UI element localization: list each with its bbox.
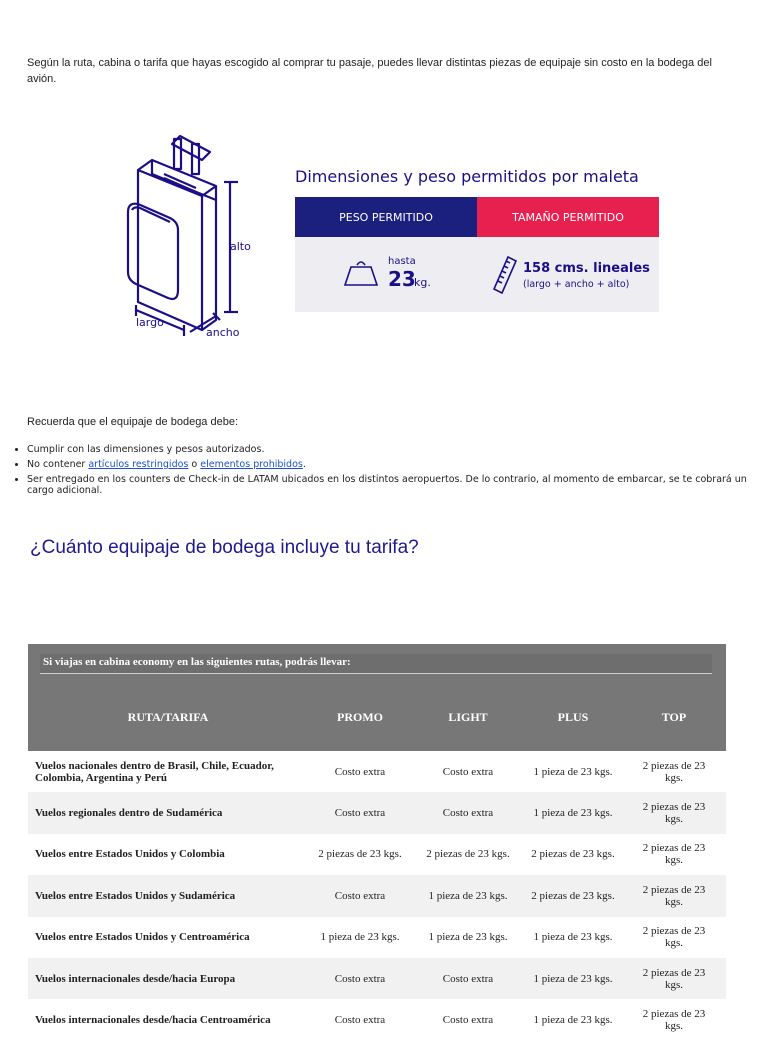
promo-cell: Costo extra: [334, 807, 386, 820]
intro-paragraph: Según la ruta, cabina o tarifa que hayas escogido al comprar tu pasaje, puedes llevar distintas piezas de equipaje sin costo en la bodega del avión.: [27, 57, 712, 85]
peso-header: PESO PERMITIDO: [295, 197, 477, 237]
col-header-promo: PROMO: [337, 710, 383, 724]
top-cell: 2 piezas de 23 kgs.: [642, 801, 706, 826]
table-row: [28, 751, 726, 792]
light-cell: Costo extra: [442, 972, 494, 985]
peso-value: 23: [388, 267, 416, 291]
section-title: ¿Cuánto equipaje de bodega incluye tu tarifa?: [30, 537, 419, 558]
top-cell: 2 piezas de 23 kgs.: [642, 966, 706, 991]
dimensions-title: Dimensiones y peso permitidos por maleta: [295, 167, 639, 186]
table-caption: Si viajas en cabina economy en las siguientes rutas, podrás llevar:: [40, 654, 712, 674]
col-header-top: TOP: [661, 710, 687, 724]
plus-cell: 1 pieza de 23 kgs.: [533, 931, 613, 944]
plus-cell: 2 piezas de 23 kgs.: [531, 848, 615, 861]
size-value: 158 cms. lineales: [523, 261, 650, 276]
table-row: [28, 875, 726, 916]
dimensions-table: [295, 197, 659, 312]
table-row: [28, 834, 726, 875]
promo-cell: 2 piezas de 23 kgs.: [318, 848, 402, 861]
weight-icon: [341, 257, 381, 287]
hasta-label: hasta: [388, 256, 416, 267]
route-cell: Vuelos nacionales dentro de Brasil, Chile, Ecuador, Colombia, Argentina y Perú: [35, 759, 274, 784]
suitcase-icon: [118, 130, 288, 345]
label-largo: largo: [136, 316, 164, 329]
baggage-table: [28, 644, 726, 1041]
plus-cell: 1 pieza de 23 kgs.: [533, 807, 613, 820]
light-cell: 2 piezas de 23 kgs.: [426, 848, 510, 861]
tamano-header: TAMAÑO PERMITIDO: [477, 197, 659, 237]
promo-cell: Costo extra: [334, 1014, 386, 1027]
size-detail: (largo + ancho + alto): [523, 279, 630, 290]
table-header: [28, 644, 726, 751]
top-cell: 2 piezas de 23 kgs.: [642, 883, 706, 908]
ruler-icon: [491, 255, 519, 295]
list-item: • Cumplir con las dimensiones y pesos autorizados.: [27, 444, 757, 455]
route-cell: Vuelos regionales dentro de Sudamérica: [35, 807, 223, 820]
list-item: • Ser entregado en los counters de Check-in de LATAM ubicados en los distintos aeropuertos. De lo contrario, al momento de embarcar, se te cobrará un cargo adicional.: [27, 474, 757, 496]
reminder-text: Recuerda que el equipaje de bodega debe:: [27, 416, 239, 428]
peso-unit: kg.: [414, 276, 431, 289]
route-cell: Vuelos entre Estados Unidos y Colombia: [35, 848, 225, 861]
promo-cell: Costo extra: [334, 765, 386, 778]
promo-cell: Costo extra: [334, 972, 386, 985]
promo-cell: Costo extra: [334, 889, 386, 902]
tamano-cell: [477, 237, 659, 312]
route-cell: Vuelos internacionales desde/hacia Europa: [35, 972, 236, 985]
top-cell: 2 piezas de 23 kgs.: [642, 1008, 706, 1033]
promo-cell: 1 pieza de 23 kgs.: [320, 931, 400, 944]
requirements-list: [10, 444, 757, 500]
light-cell: Costo extra: [442, 765, 494, 778]
light-cell: Costo extra: [442, 807, 494, 820]
plus-cell: 1 pieza de 23 kgs.: [533, 1014, 613, 1027]
route-cell: Vuelos internacionales desde/hacia Centroamérica: [35, 1014, 271, 1027]
col-header-light: LIGHT: [448, 710, 488, 724]
top-cell: 2 piezas de 23 kgs.: [642, 842, 706, 867]
plus-cell: 1 pieza de 23 kgs.: [533, 765, 613, 778]
col-header-ruta: RUTA/TARIFA: [127, 710, 209, 724]
top-cell: 2 piezas de 23 kgs.: [642, 925, 706, 950]
route-cell: Vuelos entre Estados Unidos y Sudamérica: [35, 889, 236, 902]
label-ancho: ancho: [206, 326, 240, 339]
col-header-plus: PLUS: [557, 710, 589, 724]
plus-cell: 1 pieza de 23 kgs.: [533, 972, 613, 985]
label-alto: alto: [230, 240, 251, 253]
list-item: • No contener artículos restringidos o elementos prohibidos.: [27, 459, 757, 470]
top-cell: 2 piezas de 23 kgs.: [642, 759, 706, 784]
table-row: [28, 958, 726, 999]
light-cell: 1 pieza de 23 kgs.: [428, 931, 508, 944]
light-cell: 1 pieza de 23 kgs.: [428, 889, 508, 902]
route-cell: Vuelos entre Estados Unidos y Centroamérica: [35, 931, 250, 944]
table-row: [28, 917, 726, 958]
plus-cell: 2 piezas de 23 kgs.: [531, 889, 615, 902]
table-row: [28, 999, 726, 1040]
baggage-dimensions-figure: [118, 130, 663, 345]
prohibited-items-link[interactable]: elementos prohibidos: [200, 459, 303, 470]
peso-cell: [295, 237, 477, 312]
light-cell: Costo extra: [442, 1014, 494, 1027]
table-row: [28, 792, 726, 833]
restricted-items-link[interactable]: artículos restringidos: [88, 459, 189, 470]
